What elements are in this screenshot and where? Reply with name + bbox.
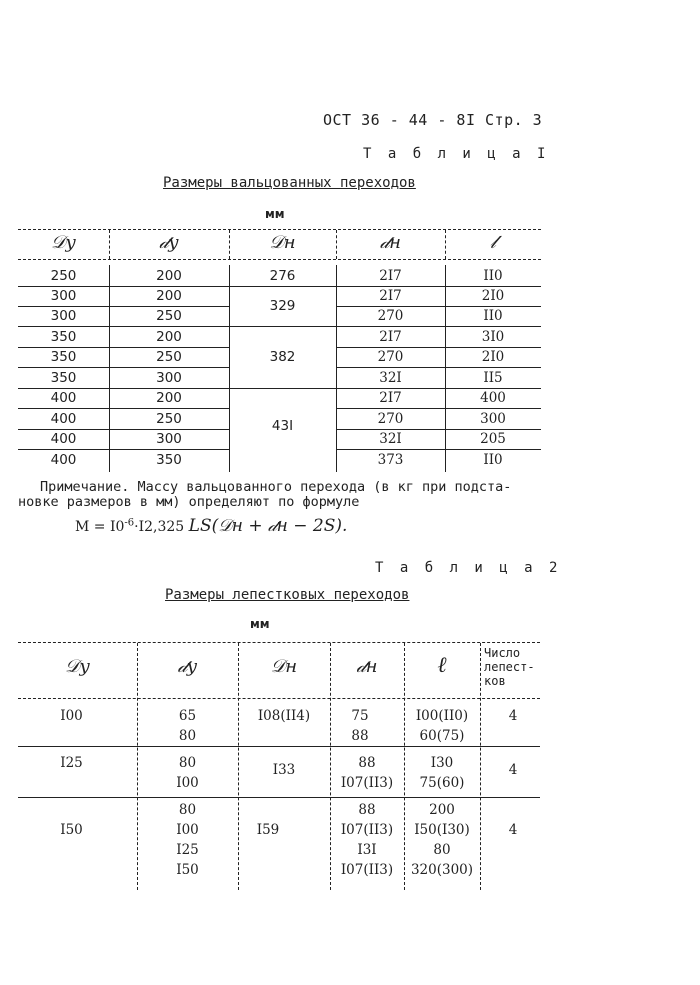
formula-prefix: M = I0	[75, 519, 125, 535]
t2-cell: I08(II4)	[257, 708, 311, 724]
t1-cell: 32I	[379, 431, 402, 447]
t2-header-l: ℓ	[437, 653, 447, 678]
t2-cell: 88	[358, 802, 376, 818]
t1-cell: II0	[483, 308, 503, 324]
t1-cell: 350	[156, 452, 182, 468]
t2-header-petals-l2: лепест-	[484, 660, 535, 674]
t1-row-line	[18, 306, 229, 307]
t1-cell: 373	[377, 452, 404, 468]
t1-row-line	[336, 347, 541, 348]
t2-cell: I25	[60, 755, 83, 771]
t2-cell: I00	[60, 708, 83, 724]
t1-cell: 382	[269, 349, 296, 365]
document-reference: ОСТ 36 - 44 - 8I Стр. 3	[323, 111, 543, 129]
table2-title: Размеры лепестковых переходов	[165, 587, 410, 603]
t1-cell: 400	[50, 431, 77, 447]
t1-cell: 276	[269, 268, 296, 284]
table1-caption: Т а б л и ц а I	[363, 146, 550, 162]
t1-cell: 300	[50, 308, 77, 324]
t1-cell: 270	[377, 349, 404, 365]
t1-row-line	[336, 367, 541, 368]
t2-cell: 88	[358, 755, 376, 771]
t1-cell: 250	[156, 308, 182, 324]
table2-unit: мм	[250, 617, 270, 631]
t1-row-line	[18, 326, 541, 327]
t1-row-line	[18, 408, 229, 409]
t1-cell: 250	[50, 268, 77, 284]
t1-cell: 270	[377, 308, 404, 324]
t2-cell: I33	[272, 762, 296, 778]
t2-cell: 80	[178, 728, 197, 744]
t1-cell: 200	[156, 329, 182, 345]
t2-cell: I50	[60, 822, 83, 838]
t1-cell: 300	[480, 411, 506, 427]
t1-cell: 43I	[271, 418, 294, 434]
t1-cell: 250	[156, 349, 182, 365]
mass-formula	[75, 516, 347, 536]
t1-cell: 205	[480, 431, 506, 447]
t2-cell: I3I	[357, 842, 377, 858]
t2-cell: 4	[508, 708, 518, 724]
t2-cell: I30	[430, 755, 454, 771]
t2-cell: 80	[178, 802, 197, 818]
t2-cell: 4	[508, 762, 518, 778]
formula-expression: LS(𝒟н + 𝒹н − 2S).	[188, 516, 348, 536]
table2-header-border	[18, 698, 540, 699]
t1-cell: 400	[50, 390, 77, 406]
t1-cell: 3I0	[481, 329, 505, 345]
t1-cell: II0	[483, 268, 503, 284]
t2-cell: I07(II3)	[340, 862, 394, 878]
t2-header-du: 𝒹у	[177, 656, 198, 677]
t1-cell: 2I7	[379, 268, 402, 284]
note-line-2: новке размеров в мм) определяют по формуле	[18, 494, 360, 510]
t2-cell: I50	[176, 862, 199, 878]
t2-cell: I59	[256, 822, 280, 838]
t1-cell: 250	[156, 411, 182, 427]
t1-cell: 2I7	[379, 390, 402, 406]
table2-caption: Т а б л и ц а 2	[375, 560, 562, 576]
t2-header-Dn: 𝒟н	[270, 656, 298, 677]
t1-header-L: 𝓁	[490, 232, 496, 253]
t2-cell: 80	[178, 755, 197, 771]
t1-cell: 200	[156, 288, 182, 304]
t1-row-line	[336, 408, 541, 409]
t1-cell: 300	[156, 431, 182, 447]
t1-cell: 400	[50, 452, 77, 468]
t2-header-petals	[484, 646, 535, 688]
t1-header-Dn: 𝒟н	[269, 232, 296, 253]
t1-header-du: 𝒹у	[159, 232, 179, 253]
formula-coef: ·I2,325	[134, 519, 185, 535]
t2-group-line	[18, 746, 540, 747]
t1-cell: 2I0	[481, 349, 505, 365]
t2-header-petals-l1: Число	[484, 646, 521, 660]
t1-cell: II0	[483, 452, 503, 468]
t2-cell: I00	[176, 822, 199, 838]
t2-header-dn: 𝒹н	[356, 656, 378, 677]
t1-cell: 32I	[379, 370, 402, 386]
t1-vsep	[229, 265, 230, 472]
t2-cell: I50(I30)	[414, 822, 470, 838]
t1-row-line	[336, 449, 541, 450]
t1-cell: 300	[156, 370, 182, 386]
table1-title: Размеры вальцованных переходов	[163, 175, 416, 191]
t1-row-line	[18, 286, 541, 287]
t2-header-Dy: 𝒟у	[65, 656, 90, 677]
t1-cell: 2I7	[379, 288, 402, 304]
t1-header-dn: 𝒹н	[380, 232, 401, 253]
t1-cell: 329	[269, 298, 296, 314]
t2-cell: I07(II3)	[340, 822, 394, 838]
t2-cell: I00(II0)	[415, 708, 469, 724]
t2-cell: 65	[178, 708, 197, 724]
t2-cell: I00	[176, 775, 199, 791]
t2-header-petals-l3: ков	[484, 674, 506, 688]
t1-row-line	[18, 347, 229, 348]
t2-cell: 200	[429, 802, 455, 818]
table1-header-border	[18, 259, 541, 260]
t1-cell: 350	[50, 329, 77, 345]
t2-cell: 75(60)	[419, 775, 465, 791]
t1-cell: 400	[480, 390, 506, 406]
t1-row-line	[18, 367, 229, 368]
t1-cell: II5	[483, 370, 503, 386]
table1-unit: мм	[265, 207, 285, 221]
t1-cell: 350	[50, 370, 77, 386]
t1-cell: 2I0	[481, 288, 505, 304]
note-line-1: Примечание. Массу вальцованного перехода (в кг при подста-	[40, 479, 512, 495]
t1-cell: 200	[156, 390, 182, 406]
t1-cell: 350	[50, 349, 77, 365]
t1-row-line	[336, 306, 541, 307]
t1-cell: 2I7	[379, 329, 402, 345]
table1-top-border	[18, 229, 541, 230]
t2-cell: I25	[176, 842, 199, 858]
t2-cell: 80	[433, 842, 451, 858]
formula-exponent: -6	[124, 517, 135, 529]
t1-cell: 400	[50, 411, 77, 427]
t1-row-line	[18, 449, 229, 450]
t1-row-line	[18, 429, 229, 430]
t2-cell: I07(II3)	[340, 775, 394, 791]
table2-top-border	[18, 642, 540, 643]
t2-cell: 4	[508, 822, 518, 838]
t2-cell: 88	[351, 728, 369, 744]
t1-cell: 270	[377, 411, 404, 427]
t1-cell: 200	[156, 268, 182, 284]
t2-cell: 60(75)	[419, 728, 465, 744]
t1-row-line	[336, 429, 541, 430]
t1-row-line	[18, 388, 541, 389]
t1-cell: 300	[50, 288, 77, 304]
t2-group-line	[18, 797, 540, 798]
t2-cell: 320(300)	[410, 862, 474, 878]
t2-cell: 75	[351, 708, 369, 724]
t1-header-Dy: 𝒟у	[51, 232, 76, 253]
